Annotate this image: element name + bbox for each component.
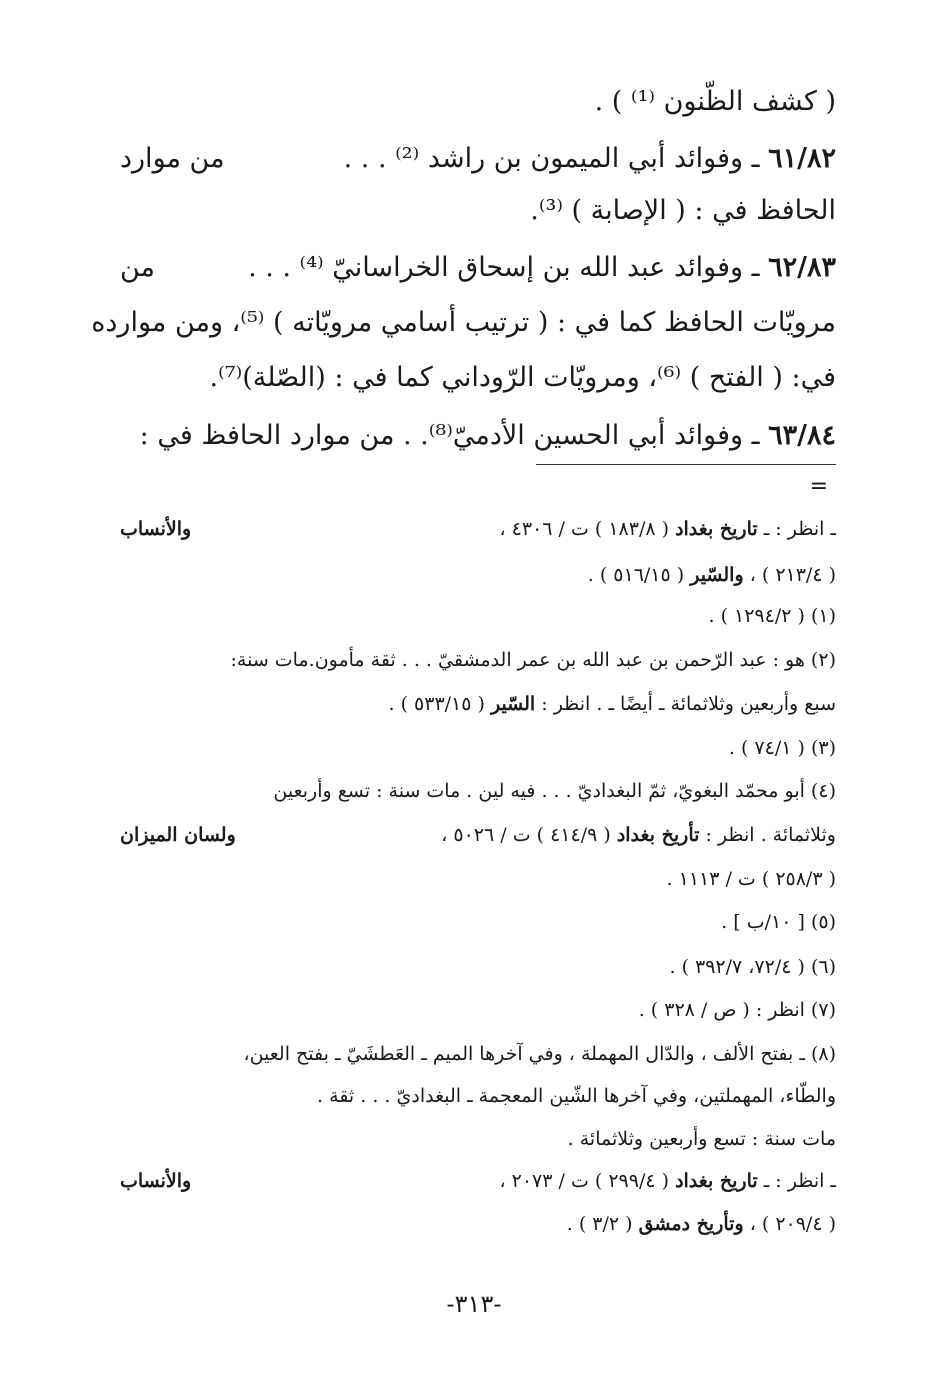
footnote-separator: [536, 464, 836, 465]
footnote-1: (١) ( ١٢٩٤/٢ ) .: [708, 605, 836, 627]
footnote-2-cite: ( ٥٣٣/١٥ ) .: [388, 693, 485, 715]
entry-82-tail: من موارد: [120, 143, 225, 174]
continuation-mark: =: [809, 474, 828, 499]
footnote-8-line-5: [567, 1209, 836, 1239]
footnote-4-line-1: (٤) أبو محمّد البغويّ، ثمّ البغداديّ . . . فيه لين . مات سنة : تسع وأربعين: [273, 780, 836, 802]
entry-83-line-1: [120, 248, 836, 288]
footnote-8-cite-2: ( ٢٠٩/٤ ) ،: [749, 1213, 836, 1235]
footnote-4-ref: [441, 820, 836, 850]
footnote-0-cite-3: ( ٥١٦/١٥ ) .: [587, 564, 685, 586]
footnote-0-cite-2: ( ٢١٣/٤ ) ،: [749, 564, 836, 586]
footnote-8-source-3: وتأريخ دمشق: [638, 1213, 744, 1235]
footnote-2-text: سبع وأربعين وثلاثمائة ـ أيضًا ـ . انظر :: [541, 693, 836, 715]
footnote-2-line-2: [389, 689, 837, 719]
entry-84-line-1: [140, 416, 836, 456]
entry-83-line-3: في: ( الفتح ) ⁽⁶⁾، ومرويّات الرّوداني كما في : (الصّلة)⁽⁷⁾.: [209, 362, 836, 393]
footnote-3: (٣) ( ٧٤/١ ) .: [728, 737, 836, 759]
footnote-8-cite-1: ( ٢٩٩/٤ ) ت / ٢٠٧٣ ،: [499, 1170, 670, 1192]
footnote-8-intro: ـ انظر : ـ: [763, 1170, 836, 1192]
footnote-0-cite-1: ( ١٨٣/٨ ) ت / ٤٣٠٦ ،: [499, 518, 670, 540]
entry-82-body: [344, 139, 836, 179]
page-number: -٣١٣-: [446, 1290, 502, 1318]
entry-83-line-2: مرويّات الحافظ كما في : ( ترتيب أسامي مرويّاته ) ⁽⁵⁾، ومن موارده: [91, 307, 836, 338]
footnote-0-line-2: [588, 560, 836, 590]
entry-82-text: ـ وفوائد أبي الميمون بن راشد ⁽²⁾ . . .: [343, 143, 760, 174]
footnote-2-line-1: (٢) هو : عبد الرّحمن بن عبد الله بن عمر الدمشقيّ . . . ثقة مأمون.مات سنة:: [230, 649, 836, 671]
footnote-8-source-1: تاريخ بغداد: [675, 1170, 758, 1192]
entry-83-tail: من: [120, 252, 156, 283]
footnote-4-cite-1: ( ٤١٤/٩ ) ت / ٥٠٢٦ ،: [441, 824, 611, 846]
footnote-0-intro: ـ انظر : ـ: [763, 518, 836, 540]
entry-83-body: [248, 248, 836, 288]
footnote-8-ref: [499, 1166, 836, 1196]
footnote-8-line-2: والطّاء، المهملتين، وفي آخرها الشّين المعجمة ـ البغداديّ . . . ثقة .: [317, 1085, 836, 1107]
footnote-0-ref: [499, 514, 836, 544]
entry-83-number: ٦٢/٨٣: [768, 252, 836, 283]
footnote-4-line-2: [120, 820, 836, 850]
footnote-0-line-1: [120, 514, 836, 544]
footnote-8-line-4: [120, 1166, 836, 1196]
footnote-0-source-2: والأنساب: [120, 518, 192, 540]
footnote-4-intro: وثلاثمائة . انظر :: [705, 824, 836, 846]
footnote-6: (٦) ( ٧٢/٤، ٣٩٢/٧ ) .: [669, 956, 836, 978]
entry-84-number: ٦٣/٨٤: [768, 420, 836, 451]
main-line-1: ( كشف الظّنون ⁽¹⁾ ) .: [594, 86, 836, 117]
footnote-2-source: السّير: [490, 693, 536, 715]
entry-82-line-2: الحافظ في : ( الإصابة ) ⁽³⁾.: [530, 195, 836, 226]
entry-82-number: ٦١/٨٢: [768, 143, 836, 174]
footnote-8-line-1: (٨) ـ بفتح الألف ، والدّال المهملة ، وفي آخرها الميم ـ العَطشَيّ ـ بفتح العين،: [243, 1043, 836, 1065]
footnote-5: (٥) [ ١٠/ب ] .: [721, 911, 836, 933]
footnote-8-source-2: والأنساب: [120, 1170, 192, 1192]
footnote-7: (٧) انظر : ( ص / ٣٢٨ ) .: [638, 999, 836, 1021]
footnote-0-source-1: تاريخ بغداد: [675, 518, 758, 540]
footnote-0-source-3: والسّير: [690, 564, 744, 586]
footnote-4-source-2: ولسان الميزان: [120, 824, 236, 846]
footnote-8-cite-3: ( ٣/٢ ) .: [566, 1213, 633, 1235]
entry-82-line-1: [120, 139, 836, 179]
footnote-4-source-1: تأريخ بغداد: [616, 824, 700, 846]
footnote-8-line-3: مات سنة : تسع وأربعين وثلاثمائة .: [567, 1128, 836, 1150]
footnote-4-line-3: ( ٢٥٨/٣ ) ت / ١١١٣ .: [666, 868, 836, 890]
entry-83-text: ـ وفوائد عبد الله بن إسحاق الخراسانيّ ⁽⁴⁾ . . .: [248, 252, 760, 283]
entry-84-text: ـ وفوائد أبي الحسين الأدميّ⁽⁸⁾. . من موارد الحافظ في :: [139, 420, 760, 451]
